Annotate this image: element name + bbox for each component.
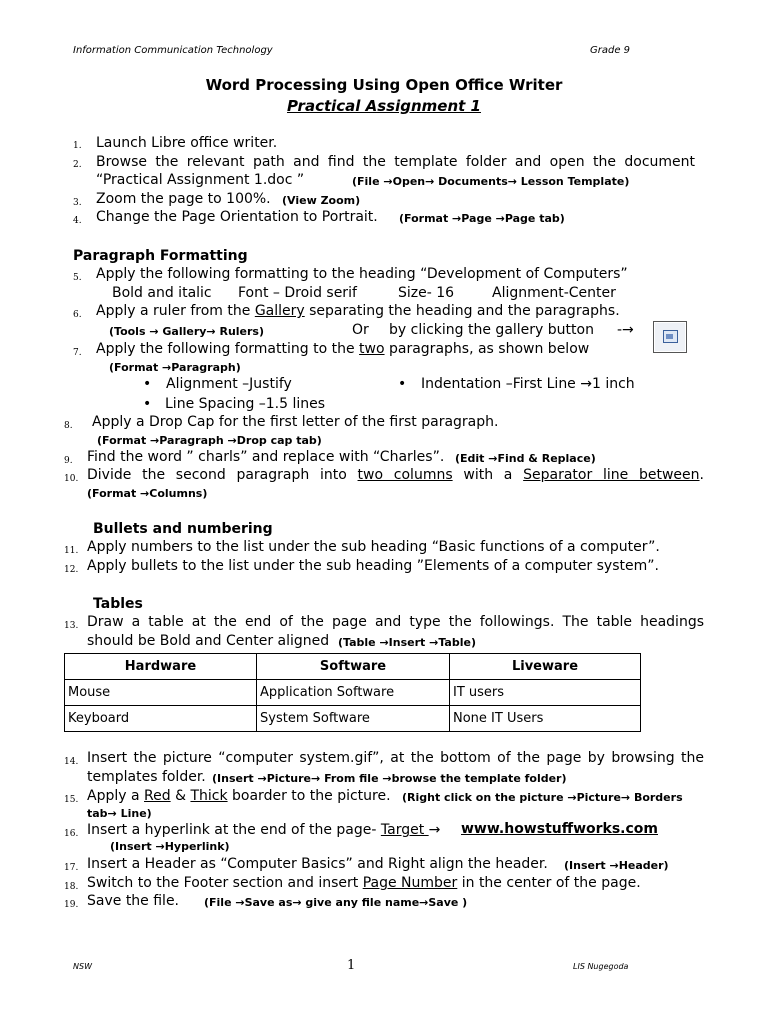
section-heading-tables: Tables — [93, 596, 143, 612]
item-number: 10. — [64, 474, 79, 484]
menu-path: (View Zoom) — [282, 194, 361, 207]
bullet-item: Alignment –Justify — [166, 376, 292, 392]
page-number: 1 — [347, 958, 356, 973]
format-option: Alignment-Center — [492, 285, 616, 301]
table-cell: Application Software — [257, 680, 450, 706]
item-text: Launch Libre office writer. — [96, 135, 278, 151]
item-text: Apply a ruler from the Gallery separating the heading and the paragraphs. — [96, 303, 620, 319]
menu-path: (Table →Insert →Table) — [338, 636, 476, 649]
table-header: Software — [257, 654, 450, 680]
gallery-icon — [663, 330, 678, 343]
page-title: Word Processing Using Open Office Writer — [205, 76, 563, 94]
menu-path: (Right click on the picture →Picture→ Borders — [402, 791, 683, 804]
item-text: Apply a Drop Cap for the first letter of the first paragraph. — [92, 414, 499, 430]
table-cell: IT users — [450, 680, 641, 706]
item-text: Apply a Red & Thick boarder to the picture. — [87, 788, 391, 804]
item-number: 2. — [73, 160, 82, 170]
item-text: Change the Page Orientation to Portrait. — [96, 209, 378, 225]
item-number: 4. — [73, 216, 82, 226]
hyperlink-text: www.howstuffworks.com — [461, 821, 658, 837]
section-heading-paragraph: Paragraph Formatting — [73, 248, 248, 264]
format-option: Font – Droid serif — [238, 285, 357, 301]
menu-path: (File →Save as→ give any file name→Save ) — [204, 896, 468, 909]
item-number: 1. — [73, 141, 82, 151]
item-number: 16. — [64, 829, 79, 839]
menu-path: (Insert →Picture→ From file →browse the template folder) — [212, 772, 567, 785]
item-number: 5. — [73, 273, 82, 283]
item-number: 6. — [73, 310, 82, 320]
item-text: Insert a hyperlink at the end of the page- Target → — [87, 822, 441, 838]
header-right: Grade 9 — [590, 45, 631, 56]
menu-path: (Insert →Hyperlink) — [110, 840, 230, 853]
bullet-dot: • — [143, 396, 152, 412]
table-header: Hardware — [65, 654, 257, 680]
item-text: Zoom the page to 100%. — [96, 191, 271, 207]
table-cell: None IT Users — [450, 706, 641, 732]
table-cell: System Software — [257, 706, 450, 732]
item-text: Divide the second paragraph into two columns with a Separator line between. — [87, 467, 704, 483]
table-cell: Mouse — [65, 680, 257, 706]
menu-path: (File →Open→ Documents→ Lesson Template) — [352, 175, 630, 188]
item-number: 9. — [64, 456, 73, 466]
item-text-cont: “Practical Assignment 1.doc ” — [96, 172, 305, 188]
page-subtitle: Practical Assignment 1 — [287, 97, 481, 115]
item-number: 17. — [64, 863, 79, 873]
item-text: Apply the following formatting to the two paragraphs, as shown below — [96, 341, 590, 357]
item-number: 8. — [64, 421, 73, 431]
item-text: by clicking the gallery button — [389, 322, 594, 338]
bullet-item: Line Spacing –1.5 lines — [165, 396, 326, 412]
item-number: 7. — [73, 348, 82, 358]
item-text: Find the word ” charls” and replace with “Charles”. — [87, 449, 445, 465]
item-text: Insert a Header as “Computer Basics” and Right align the header. — [87, 856, 548, 872]
item-number: 3. — [73, 198, 82, 208]
table-row — [65, 680, 641, 706]
item-number: 14. — [64, 757, 79, 767]
menu-path: (Format →Paragraph) — [109, 361, 241, 374]
sample-table — [64, 653, 641, 732]
item-text: Apply the following formatting to the heading “Development of Computers” — [96, 266, 628, 282]
gallery-button[interactable] — [653, 321, 687, 353]
table-row — [65, 706, 641, 732]
header-left: Information Communication Technology — [73, 45, 273, 56]
menu-path: (Tools → Gallery→ Rulers) — [109, 325, 265, 338]
item-number: 11. — [64, 546, 79, 556]
table-header-row — [65, 654, 641, 680]
menu-path: (Format →Columns) — [87, 487, 208, 500]
menu-path: (Insert →Header) — [564, 859, 669, 872]
or-text: Or — [352, 322, 369, 338]
bullet-dot: • — [398, 376, 407, 392]
menu-path: (Edit →Find & Replace) — [455, 452, 596, 465]
bullet-dot: • — [143, 376, 152, 392]
table-cell: Keyboard — [65, 706, 257, 732]
item-text: Switch to the Footer section and insert Page Number in the center of the page. — [87, 875, 641, 891]
format-option: Bold and italic — [112, 285, 212, 301]
section-heading-bullets: Bullets and numbering — [93, 521, 273, 537]
bullet-item: Indentation –First Line →1 inch — [421, 376, 635, 392]
item-text: Apply numbers to the list under the sub heading “Basic functions of a computer”. — [87, 539, 660, 555]
footer-left: NSW — [73, 962, 92, 971]
menu-path-cont: tab→ Line) — [87, 807, 152, 820]
item-text: Save the file. — [87, 893, 180, 909]
item-text: Apply bullets to the list under the sub heading ”Elements of a computer system”. — [87, 558, 659, 574]
menu-path: (Format →Paragraph →Drop cap tab) — [97, 434, 322, 447]
item-number: 19. — [64, 900, 79, 910]
arrow-text: -→ — [617, 322, 634, 338]
item-number: 13. — [64, 621, 79, 631]
item-number: 12. — [64, 565, 79, 575]
item-text: Insert the picture “computer system.gif”, at the bottom of the page by browsing the — [87, 750, 704, 766]
footer-right: LIS Nugegoda — [573, 962, 629, 971]
item-text: Draw a table at the end of the page and type the followings. The table headings — [87, 614, 704, 630]
menu-path: (Format →Page →Page tab) — [399, 212, 565, 225]
table-header: Liveware — [450, 654, 641, 680]
format-option: Size- 16 — [398, 285, 455, 301]
item-number: 18. — [64, 882, 79, 892]
item-text-cont: templates folder. — [87, 769, 206, 785]
item-text: Browse the relevant path and find the template folder and open the document — [96, 154, 695, 170]
item-text-cont: should be Bold and Center aligned — [87, 633, 330, 649]
item-number: 15. — [64, 795, 79, 805]
